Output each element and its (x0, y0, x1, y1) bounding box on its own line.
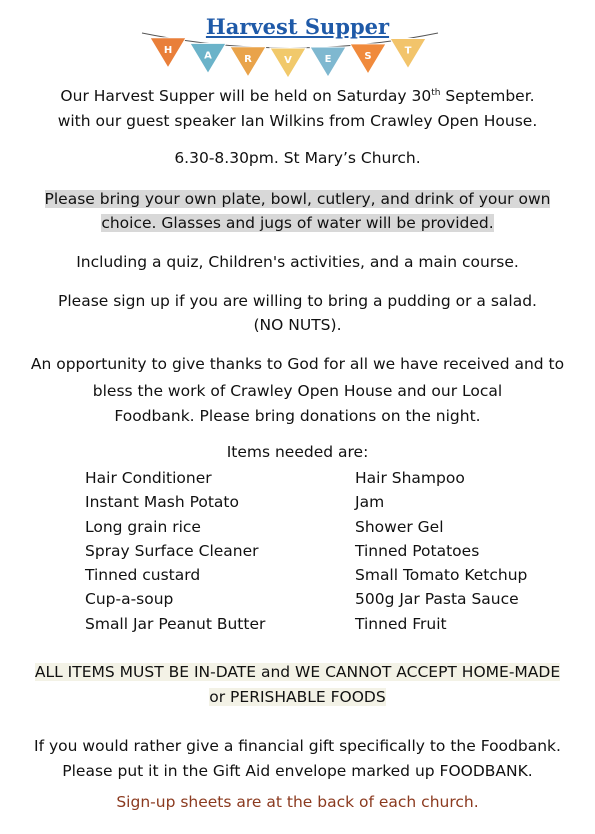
item-right: Tinned Potatoes (355, 541, 480, 560)
item-right: Tinned Fruit (355, 614, 447, 633)
item-left: Spray Surface Cleaner (85, 541, 259, 560)
signup-line-2: (NO NUTS). (253, 316, 342, 334)
signup-line-1: Please sign up if you are willing to bring a pudding or a salad. (58, 292, 537, 310)
bunting-letter: E (324, 54, 332, 66)
bring-line-1-text: Please bring your own plate, bowl, cutlery, and drink of your own (44, 190, 551, 208)
item-row (85, 563, 545, 587)
bunting-letter: T (404, 45, 412, 57)
date-suffix: th (431, 87, 441, 98)
items-heading: Items needed are: (226, 443, 369, 461)
item-right: Small Tomato Ketchup (355, 566, 528, 585)
gift-line-1: If you would rather give a financial gift specifically to the Foodbank. (34, 737, 561, 755)
warning-line-2-text: or PERISHABLE FOODS (209, 688, 386, 706)
warning-line-1-text: ALL ITEMS MUST BE IN-DATE and WE CANNOT ACCEPT HOME-MADE (34, 663, 561, 681)
item-row (85, 539, 545, 563)
bunting-letter: H (163, 44, 173, 56)
item-right: Jam (355, 493, 385, 512)
item-left: Long grain rice (85, 517, 201, 536)
item-row (85, 466, 545, 490)
item-right: 500g Jar Pasta Sauce (355, 590, 519, 609)
item-row (85, 490, 545, 514)
warning-line-2 (0, 685, 595, 709)
item-left: Cup-a-soup (85, 590, 174, 609)
intro-date-text: Our Harvest Supper will be held on Saturday 30 (60, 87, 432, 105)
item-right: Hair Shampoo (355, 469, 465, 487)
bunting-flag (350, 44, 386, 74)
item-row (85, 515, 545, 539)
item-left: Instant Mash Potato (85, 493, 239, 512)
bunting-letter: V (284, 54, 292, 66)
bring-line-2 (0, 211, 595, 235)
bunting-flag (150, 38, 186, 68)
item-right: Shower Gel (355, 517, 444, 536)
item-left: Small Jar Peanut Butter (85, 614, 266, 633)
footer-note: Sign-up sheets are at the back of each church. (116, 793, 479, 811)
bring-line-1 (0, 187, 595, 211)
item-left: Hair Conditioner (85, 469, 212, 487)
bunting-letter: R (244, 53, 252, 65)
bunting-flag (190, 43, 226, 73)
thanks-line-2: bless the work of Crawley Open House and our Local (92, 382, 503, 400)
item-row (85, 587, 545, 611)
bunting-flag (310, 47, 346, 77)
thanks-line-1: An opportunity to give thanks to God for all we have received and to (30, 355, 565, 373)
bunting-flag (270, 48, 306, 78)
item-row (85, 612, 545, 636)
item-left: Tinned custard (85, 566, 201, 585)
bunting-letter: S (364, 50, 372, 62)
bunting-flag (230, 47, 266, 77)
gift-line-2: Please put it in the Gift Aid envelope marked up FOODBANK. (62, 762, 533, 780)
items-list (85, 466, 545, 636)
time-and-place: 6.30-8.30pm. St Mary’s Church. (174, 149, 421, 167)
thanks-line-3: Foodbank. Please bring donations on the night. (114, 407, 481, 425)
warning-line-1 (0, 660, 595, 684)
intro-month-text: September. (440, 87, 535, 105)
including-line: Including a quiz, Children's activities, and a main course. (76, 253, 519, 271)
bunting-flag (390, 38, 426, 68)
bring-line-2-text: choice. Glasses and jugs of water will be provided. (101, 214, 494, 232)
intro-line-2: with our guest speaker Ian Wilkins from Crawley Open House. (57, 112, 538, 130)
page-title: Harvest Supper (205, 14, 390, 39)
bunting-letter: A (204, 50, 212, 62)
